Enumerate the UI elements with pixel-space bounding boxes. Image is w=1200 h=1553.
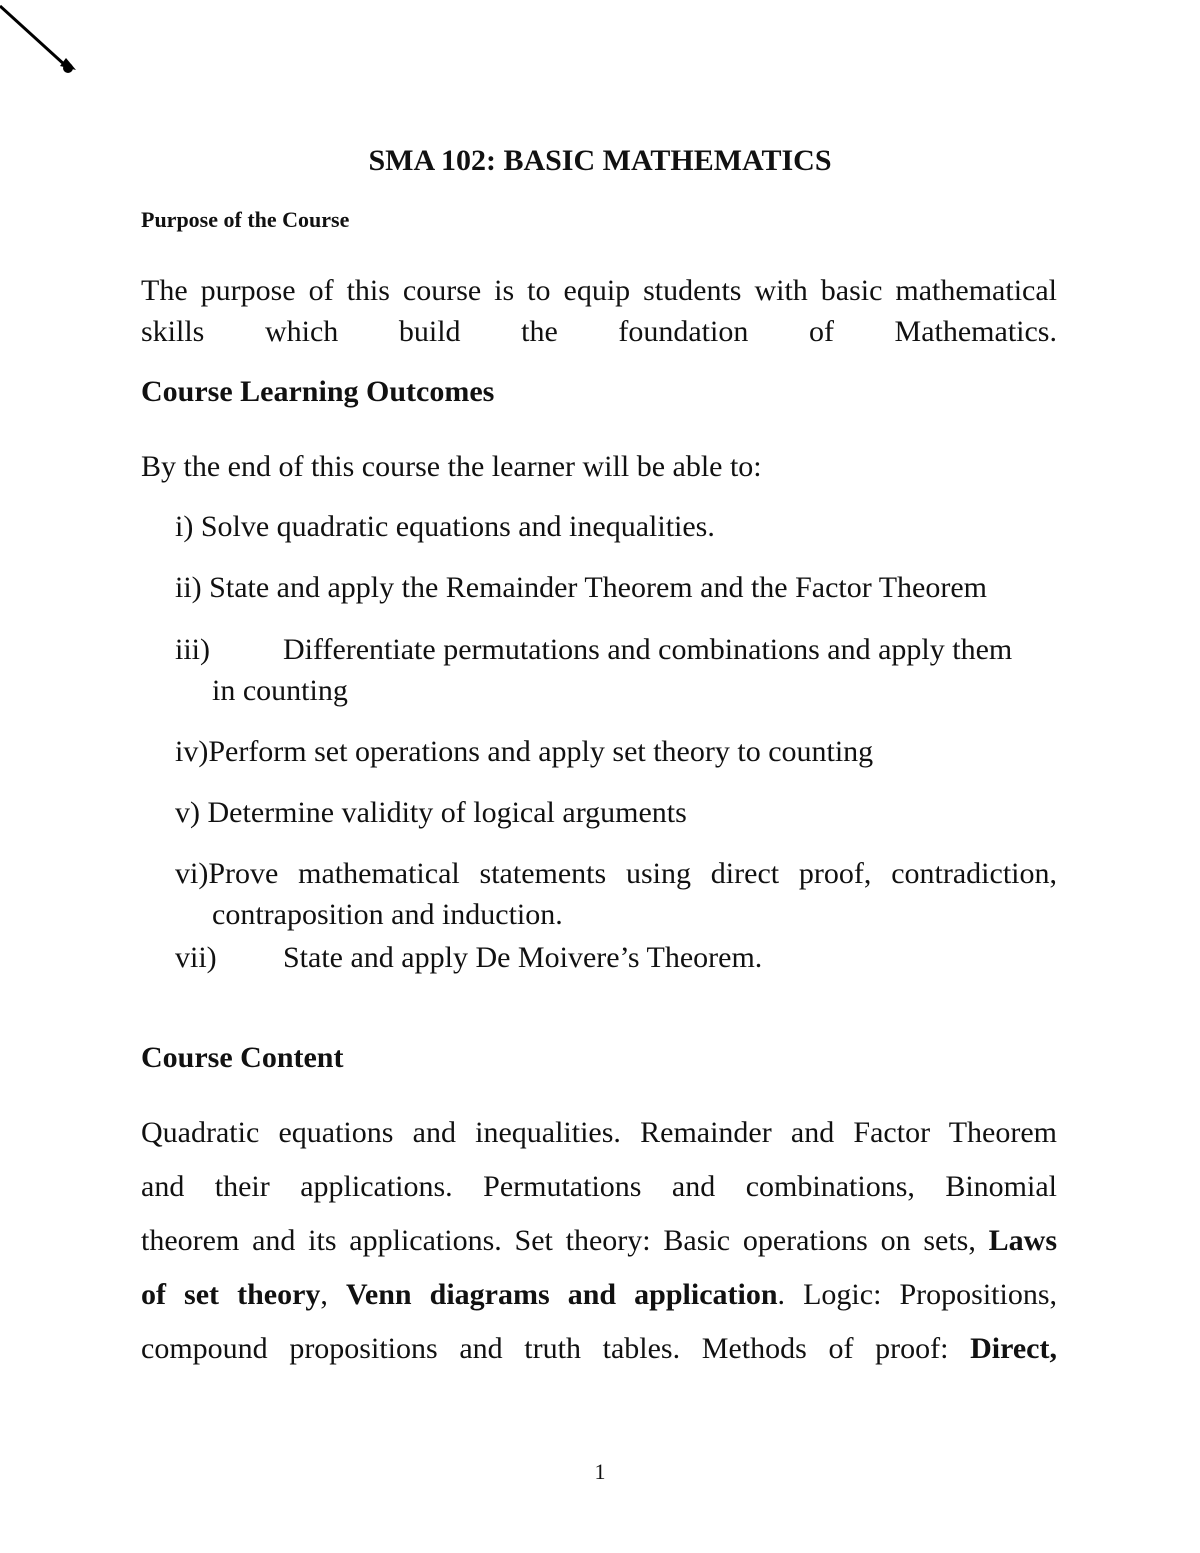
page-number: 1 (594, 1459, 606, 1484)
list-item (175, 792, 1057, 833)
content-line (141, 1220, 1057, 1261)
content-segment: . Logic: Propositions, (777, 1278, 1058, 1311)
content-segment: , (320, 1278, 346, 1311)
purpose-text: The purpose of this course is to equip students with basic mathematical skills which build the foundation of Mathematics. (141, 274, 1057, 348)
list-item (175, 629, 1057, 670)
content-segment: Quadratic equations and inequalities. Remainder and Factor Theorem (141, 1116, 1057, 1149)
list-item-label: ii) (175, 571, 202, 604)
purpose-paragraph (141, 270, 1057, 352)
list-item (175, 731, 1057, 772)
outcomes-heading: Course Learning Outcomes (141, 375, 495, 408)
purpose-heading: Purpose of the Course (141, 207, 350, 232)
content-segment-bold: Venn diagrams and application (346, 1278, 778, 1311)
list-item-text: Differentiate permutations and combinations and apply them (283, 633, 1013, 666)
list-item-label: vi) (175, 857, 209, 890)
list-item (175, 937, 1057, 978)
list-item (175, 853, 1057, 894)
content-segment: compound propositions and truth tables. Methods of proof: (141, 1332, 971, 1365)
content-line (141, 1112, 1057, 1153)
list-item-text: Determine validity of logical arguments (207, 796, 687, 829)
list-item-text: Solve quadratic equations and inequalities. (200, 510, 715, 543)
document-title: SMA 102: BASIC MATHEMATICS (368, 144, 832, 177)
content-line (141, 1328, 1057, 1369)
list-item-continuation: contraposition and induction. (212, 898, 563, 931)
list-item-label: iv) (175, 735, 209, 768)
list-item-label: iii) (175, 633, 210, 666)
list-item-text: State and apply the Remainder Theorem and the Factor Theorem (209, 571, 987, 604)
content-segment-bold: Laws (988, 1224, 1057, 1257)
list-item-label: v) (175, 796, 200, 829)
content-segment: and their applications. Permutations and combinations, Binomial (141, 1170, 1057, 1203)
list-item-label: vii) (175, 941, 217, 974)
content-line (141, 1166, 1057, 1207)
content-line (141, 1274, 1057, 1315)
list-item-continuation: in counting (212, 674, 348, 707)
content-segment: theorem and its applications. Set theory: Basic operations on sets, (141, 1224, 989, 1257)
content-segment-bold: Direct, (970, 1332, 1057, 1365)
list-item (175, 567, 1057, 608)
content-heading: Course Content (141, 1041, 344, 1074)
arrow-cursor-icon (0, 0, 90, 90)
content-segment-bold: of set theory (141, 1278, 321, 1311)
outcomes-intro: By the end of this course the learner will be able to: (141, 450, 762, 483)
list-item-text: State and apply De Moivere’s Theorem. (283, 941, 763, 974)
list-item-text: Perform set operations and apply set theory to counting (208, 735, 874, 768)
list-item-text: Prove mathematical statements using direct proof, contradiction, (208, 857, 1057, 890)
list-item-label: i) (175, 510, 194, 543)
list-item (175, 506, 1057, 547)
